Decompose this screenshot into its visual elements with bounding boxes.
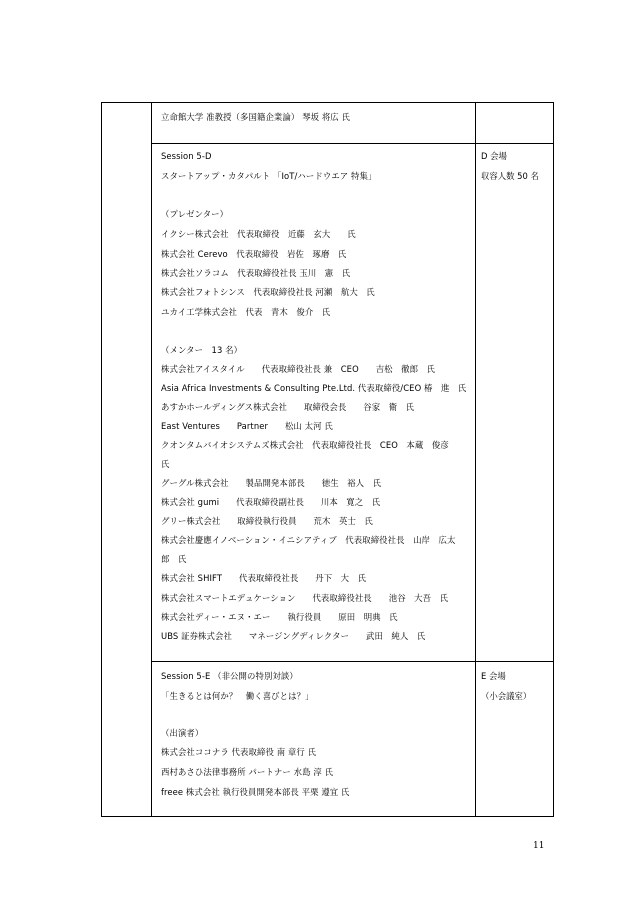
panelist-line: 株式会社ココナラ 代表取締役 南 章行 氏 — [161, 747, 317, 757]
panelist-line: freee 株式会社 執行役員開発本部長 平栗 遵宜 氏 — [161, 787, 350, 797]
column-divider-left — [151, 103, 152, 816]
row-divider-d — [151, 143, 553, 144]
mentor-line: East Ventures Partner 松山 太河 氏 — [161, 421, 333, 431]
mentor-line: 郎 氏 — [161, 554, 187, 564]
mentor-line: 株式会社アイスタイル 代表取締役社長 兼 CEO 吉松 徹郎 氏 — [161, 364, 436, 374]
mentors-heading: （メンター 13 名） — [161, 345, 243, 355]
presenter-line: 株式会社ソラコム 代表取締役社長 玉川 憲 氏 — [161, 268, 351, 278]
presenter-line: イクシー株式会社 代表取締役 近藤 玄大 氏 — [161, 229, 356, 239]
top-line: 立命館大学 准教授（多国籍企業論） 琴坂 将広 氏 — [161, 112, 351, 122]
column-divider-right — [475, 103, 476, 816]
mentor-line: クオンタムバイオシステムズ株式会社 代表取締役社長 CEO 本蔵 俊彦 — [161, 440, 449, 450]
page-number: 11 — [533, 841, 545, 851]
session-e-subtitle: 「生きるとは何か？ 働く喜びとは？」 — [161, 691, 314, 701]
mentor-line: UBS 証券株式会社 マネージングディレクター 武田 純人 氏 — [161, 631, 426, 641]
mentor-line: グーグル株式会社 製品開発本部長 徳生 裕人 氏 — [161, 478, 382, 488]
session-e-title: Session 5-E （非公開の特別対談） — [161, 671, 298, 681]
session-e-room: （小会議室） — [481, 691, 532, 701]
mentor-line: 株式会社 gumi 代表取締役副社長 川本 寛之 氏 — [161, 497, 381, 507]
mentor-line: 氏 — [161, 459, 170, 469]
presenters-heading: （プレゼンター） — [161, 209, 229, 219]
mentor-line: 株式会社慶應イノベーション・イニシアティブ 代表取締役社長 山岸 広太 — [161, 535, 456, 545]
mentor-line: グリー株式会社 取締役執行役員 荒木 英士 氏 — [161, 516, 373, 526]
session-d-venue: D 会場 — [481, 151, 507, 161]
mentor-line: Asia Africa Investments & Consulting Pte.Ltd. 代表取締役/CEO 椿 進 氏 — [161, 383, 467, 393]
session-d-title: Session 5-D — [161, 151, 212, 161]
presenter-line: ユカイ工学株式会社 代表 青木 俊介 氏 — [161, 307, 331, 317]
mentor-line: 株式会社ディー・エヌ・エー 執行役員 原田 明典 氏 — [161, 612, 398, 622]
presenter-line: 株式会社フォトシンス 代表取締役社長 河瀬 航大 氏 — [161, 287, 375, 297]
mentor-line: 株式会社 SHIFT 代表取締役社長 丹下 大 氏 — [161, 573, 367, 583]
mentor-line: 株式会社スマートエデュケーション 代表取締役社長 池谷 大吾 氏 — [161, 593, 449, 603]
session-d-capacity: 収容人数 50 名 — [481, 171, 539, 181]
presenter-line: 株式会社 Cerevo 代表取締役 岩佐 琢磨 氏 — [161, 249, 347, 259]
panelist-line: 西村あさひ法律事務所 パートナー 水島 淳 氏 — [161, 767, 334, 777]
session-d-subtitle: スタートアップ・カタパルト 「IoT/ハードウエア 特集」 — [161, 171, 377, 181]
panel-heading: （出演者） — [161, 728, 204, 738]
session-e-venue: E 会場 — [481, 671, 506, 681]
row-divider-e — [151, 661, 553, 662]
mentor-line: あすかホールディングス株式会社 取締役会長 谷家 衛 氏 — [161, 402, 415, 412]
